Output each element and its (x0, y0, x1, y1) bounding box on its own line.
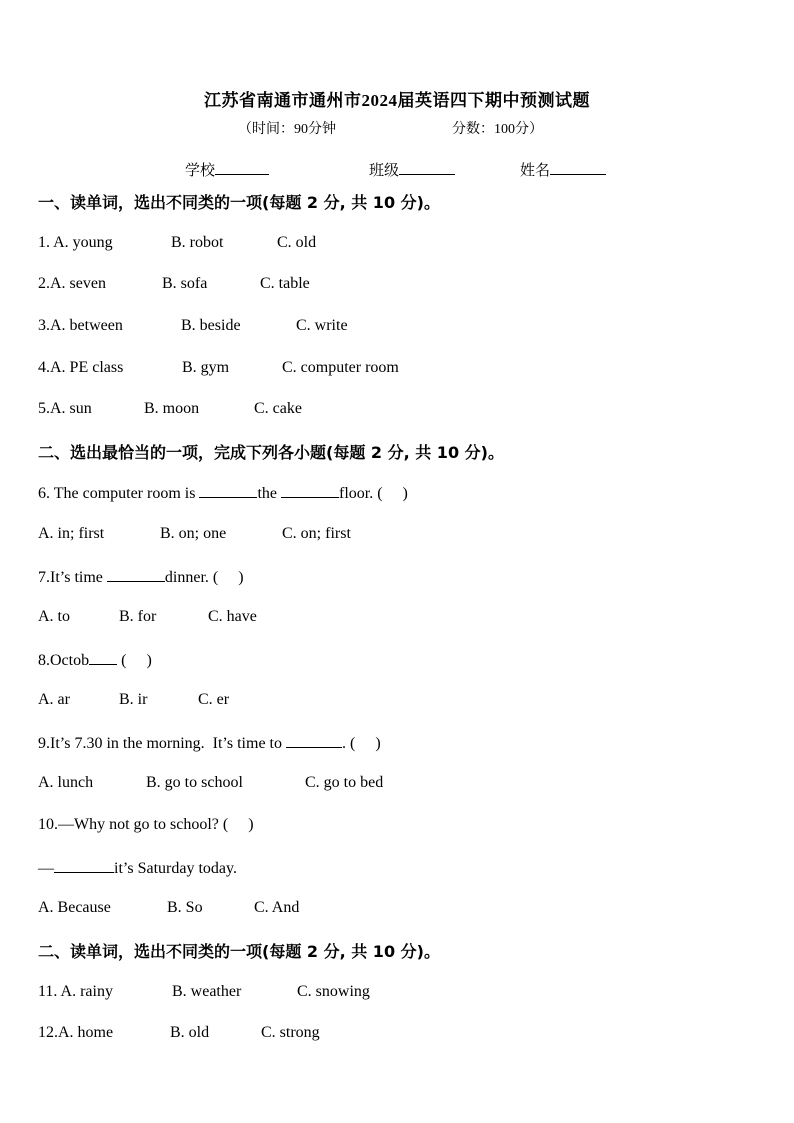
q10-text-2: it’s Saturday today. (114, 860, 237, 877)
q12-option-b: B. old (170, 1024, 210, 1041)
question-3 (38, 317, 758, 337)
q7-option-b: B. for (119, 608, 157, 625)
q8-text-2: ( ) (117, 652, 152, 669)
q11-option-c: C. snowing (297, 983, 370, 1000)
q4-option-a: 4.A. PE class (38, 359, 124, 376)
q6-text-3: floor. ( ) (339, 485, 408, 502)
q5-option-b: B. moon (144, 400, 200, 417)
q3-option-c: C. write (296, 317, 348, 334)
page-title: 江苏省南通市通州市2024届英语四下期中预测试题 (204, 91, 590, 110)
question-12 (38, 1024, 758, 1044)
name-label: 姓名 (520, 163, 551, 179)
question-6-options (38, 525, 758, 545)
q7-blank[interactable] (107, 567, 165, 582)
q6-option-a: A. in; first (38, 525, 105, 542)
q8-option-c: C. er (198, 691, 230, 708)
class-blank[interactable] (399, 160, 455, 175)
question-10-answer (38, 858, 237, 878)
section-heading-2: 二、选出最恰当的一项，完成下列各小题(每题 2 分, 共 10 分)。 (38, 443, 504, 462)
q6-option-b: B. on; one (160, 525, 227, 542)
q7-text-2: dinner. ( ) (164, 569, 244, 586)
q1-option-b: B. robot (171, 234, 224, 251)
question-8-options (38, 691, 758, 711)
question-1 (38, 234, 758, 254)
q6-text-1: 6. The computer room is (38, 485, 200, 502)
question-5 (38, 400, 758, 420)
q10-option-a: A. Because (38, 899, 111, 916)
section-heading-3: 二、读单词，选出不同类的一项(每题 2 分, 共 10 分)。 (38, 942, 440, 961)
question-6 (38, 483, 408, 503)
q10-blank[interactable] (54, 858, 114, 873)
q9-option-b: B. go to school (146, 774, 243, 791)
q8-text-1: 8.Octob (38, 652, 90, 669)
question-10: 10.—Why not go to school? ( ) (38, 816, 254, 833)
q9-option-c: C. go to bed (305, 774, 384, 791)
section-heading-1: 一、读单词，选出不同类的一项(每题 2 分, 共 10 分)。 (38, 193, 440, 212)
q2-option-a: 2.A. seven (38, 275, 106, 292)
q11-option-b: B. weather (172, 983, 242, 1000)
q7-option-c: C. have (208, 608, 257, 625)
q12-option-c: C. strong (261, 1024, 320, 1041)
exam-score: 分数：100分） (452, 122, 543, 137)
q8-blank[interactable] (89, 650, 117, 665)
school-blank[interactable] (215, 160, 269, 175)
q9-option-a: A. lunch (38, 774, 94, 791)
school-label: 学校 (185, 163, 216, 179)
q9-blank[interactable] (286, 733, 342, 748)
q7-option-a: A. to (38, 608, 70, 625)
q2-option-c: C. table (260, 275, 310, 292)
question-9 (38, 733, 381, 753)
q3-option-a: 3.A. between (38, 317, 123, 334)
question-9-options (38, 774, 758, 794)
q1-option-c: C. old (277, 234, 317, 251)
q1-option-a: 1. A. young (38, 234, 113, 251)
question-7 (38, 567, 244, 587)
question-7-options (38, 608, 758, 628)
exam-time: （时间：90分钟 (238, 122, 336, 137)
q9-text-2: . ( ) (341, 735, 381, 752)
q12-option-a: 12.A. home (38, 1024, 114, 1041)
q4-option-c: C. computer room (282, 359, 399, 376)
question-8 (38, 650, 152, 670)
q5-option-c: C. cake (254, 400, 302, 417)
q9-text-1: 9.It’s 7.30 in the morning. It’s time to (38, 735, 286, 752)
q2-option-b: B. sofa (162, 275, 208, 292)
q10-option-b: B. So (167, 899, 203, 916)
class-field[interactable] (369, 159, 455, 180)
q5-option-a: 5.A. sun (38, 400, 92, 417)
school-field[interactable] (185, 159, 269, 180)
q11-option-a: 11. A. rainy (38, 983, 113, 1000)
class-label: 班级 (369, 163, 400, 179)
q4-option-b: B. gym (182, 359, 230, 376)
q7-text-1: 7.It’s time (38, 569, 107, 586)
question-10-options (38, 899, 758, 919)
q6-blank-2[interactable] (281, 483, 339, 498)
q3-option-b: B. beside (181, 317, 241, 334)
q8-option-a: A. ar (38, 691, 70, 708)
q6-option-c: C. on; first (282, 525, 351, 542)
name-blank[interactable] (550, 160, 606, 175)
q8-option-b: B. ir (119, 691, 148, 708)
question-11 (38, 983, 758, 1003)
q6-text-2: the (257, 485, 281, 502)
q6-blank-1[interactable] (199, 483, 257, 498)
question-4 (38, 359, 758, 379)
q10-option-c: C. And (254, 899, 300, 916)
question-2 (38, 275, 758, 295)
q10-dash: — (38, 860, 54, 877)
name-field[interactable] (520, 159, 606, 180)
